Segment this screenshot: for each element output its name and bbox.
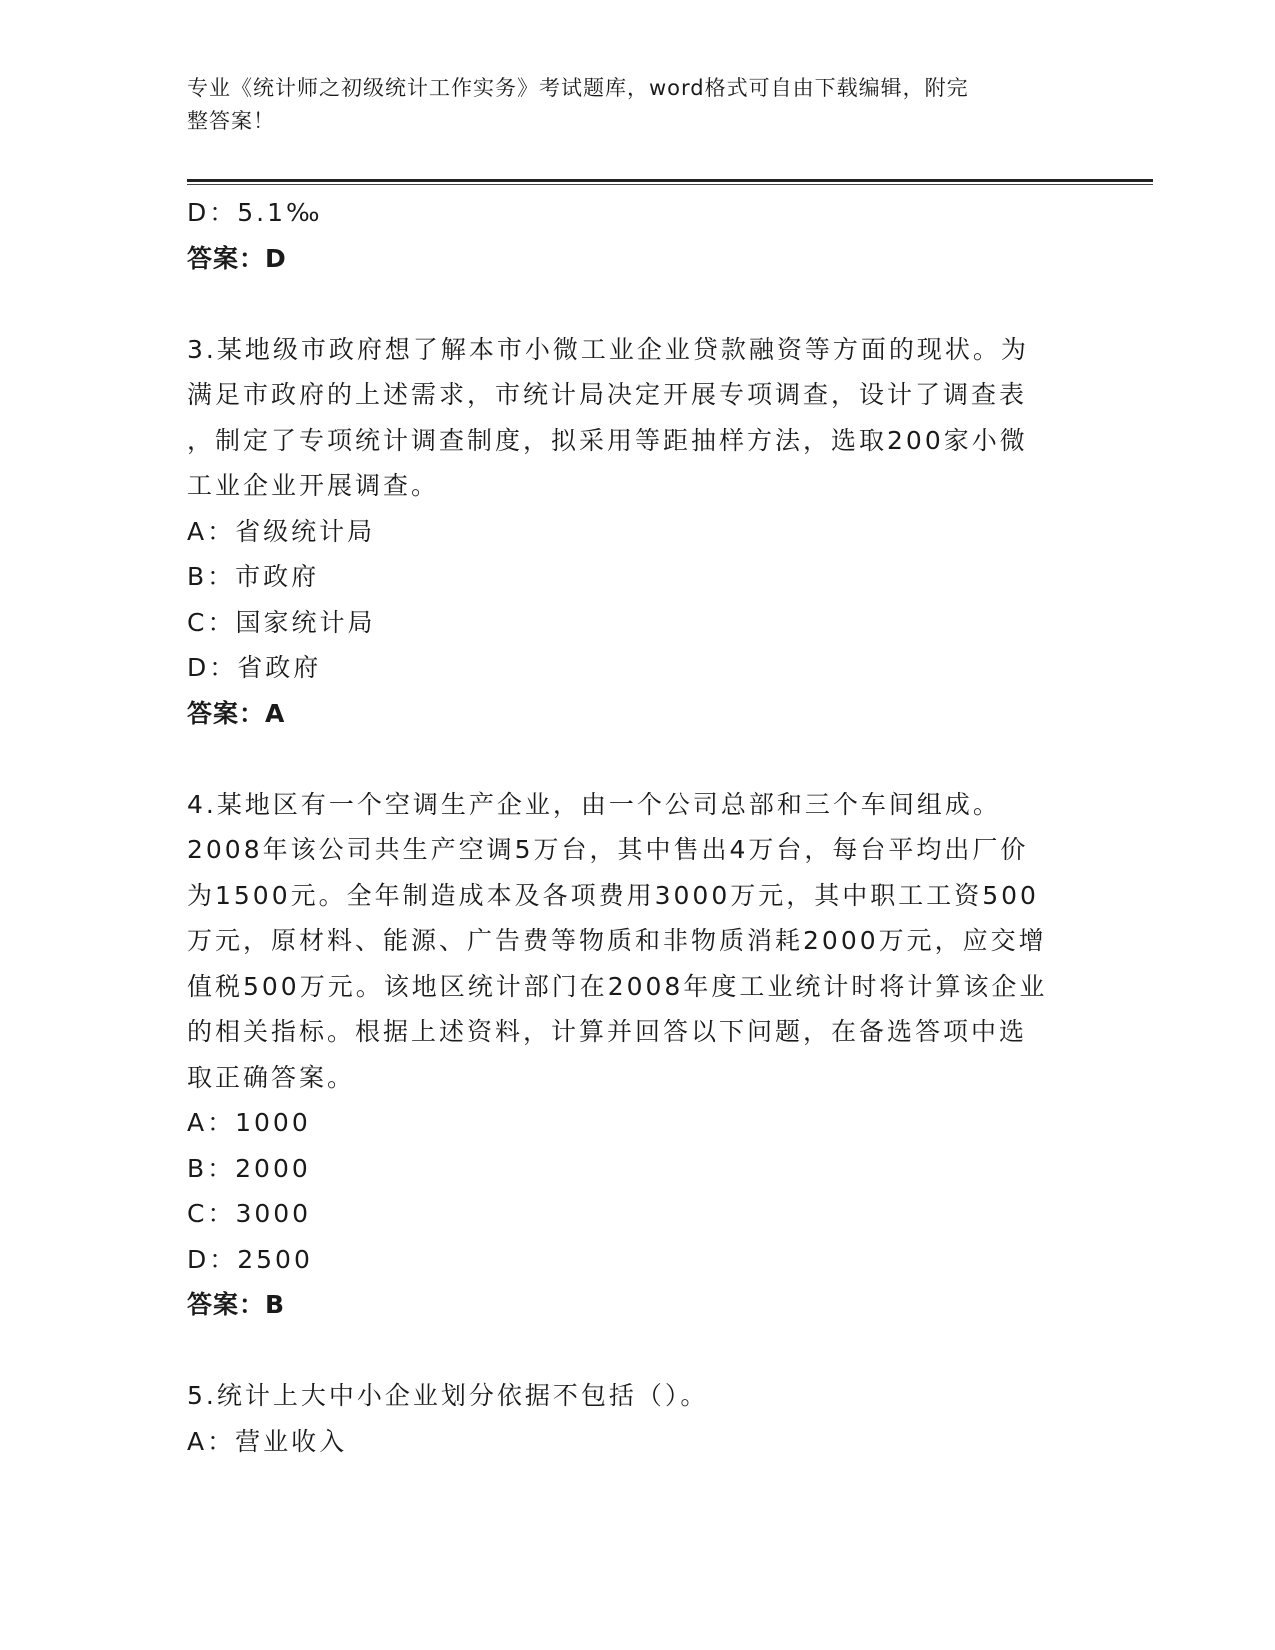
q5-text-line: 5.统计上大中小企业划分依据不包括（）。 bbox=[187, 1381, 709, 1410]
q4-option-c: C：3000 bbox=[187, 1199, 312, 1228]
q3-option-c: C：国家统计局 bbox=[187, 607, 376, 637]
q4-answer: 答案：B bbox=[187, 1290, 286, 1319]
header-divider-thin bbox=[187, 184, 1153, 185]
q3-text-line: 工业企业开展调查。 bbox=[187, 471, 440, 500]
q3-text-line: 满足市政府的上述需求，市统计局决定开展专项调查，设计了调查表 bbox=[187, 380, 1028, 409]
header-line-1: 专业《统计师之初级统计工作实务》考试题库，word格式可自由下载编辑，附完 bbox=[187, 76, 969, 100]
q3-text-line: 3.某地级市政府想了解本市小微工业企业贷款融资等方面的现状。为 bbox=[187, 334, 1029, 364]
q4-text-line: 取正确答案。 bbox=[187, 1062, 356, 1092]
q4-option-b: B：2000 bbox=[187, 1153, 311, 1183]
q3-answer: 答案：A bbox=[187, 698, 286, 728]
q4-text-line: 值税500万元。该地区统计部门在2008年度工业统计时将计算该企业 bbox=[187, 971, 1048, 1001]
q3-option-d: D：省政府 bbox=[187, 653, 322, 682]
header-line-2: 整答案！ bbox=[187, 109, 275, 133]
q3-option-a: A：省级统计局 bbox=[187, 516, 376, 546]
q3-text-line: ，制定了专项统计调查制度，拟采用等距抽样方法，选取200家小微 bbox=[187, 425, 1028, 455]
q4-text-line: 的相关指标。根据上述资料，计算并回答以下问题，在备选答项中选 bbox=[187, 1017, 1028, 1046]
q4-text-line: 2008年该公司共生产空调5万台，其中售出4万台，每台平均出厂价 bbox=[187, 835, 1029, 864]
question-3 bbox=[187, 327, 1087, 737]
q5-option-a: A：营业收入 bbox=[187, 1426, 348, 1456]
question-content bbox=[187, 190, 1087, 1464]
spacer bbox=[187, 1328, 1087, 1374]
document-header bbox=[187, 72, 1087, 138]
q4-text-line: 为1500元。全年制造成本及各项费用3000万元，其中职工工资500 bbox=[187, 880, 1039, 910]
q4-text-line: 万元，原材料、能源、广告费等物质和非物质消耗2000万元，应交增 bbox=[187, 926, 1047, 955]
q4-text-line: 4.某地区有一个空调生产企业，由一个公司总部和三个车间组成。 bbox=[187, 789, 1001, 819]
q2-option-d: D：5.1‰ bbox=[187, 198, 323, 227]
spacer bbox=[187, 736, 1087, 782]
q2-answer: 答案：D bbox=[187, 243, 287, 273]
question-5 bbox=[187, 1373, 1087, 1464]
question-4 bbox=[187, 782, 1087, 1328]
spacer bbox=[187, 281, 1087, 327]
q4-option-d: D：2500 bbox=[187, 1244, 313, 1274]
q4-option-a: A：1000 bbox=[187, 1108, 311, 1137]
header-divider-thick bbox=[187, 179, 1153, 182]
q3-option-b: B：市政府 bbox=[187, 562, 320, 591]
